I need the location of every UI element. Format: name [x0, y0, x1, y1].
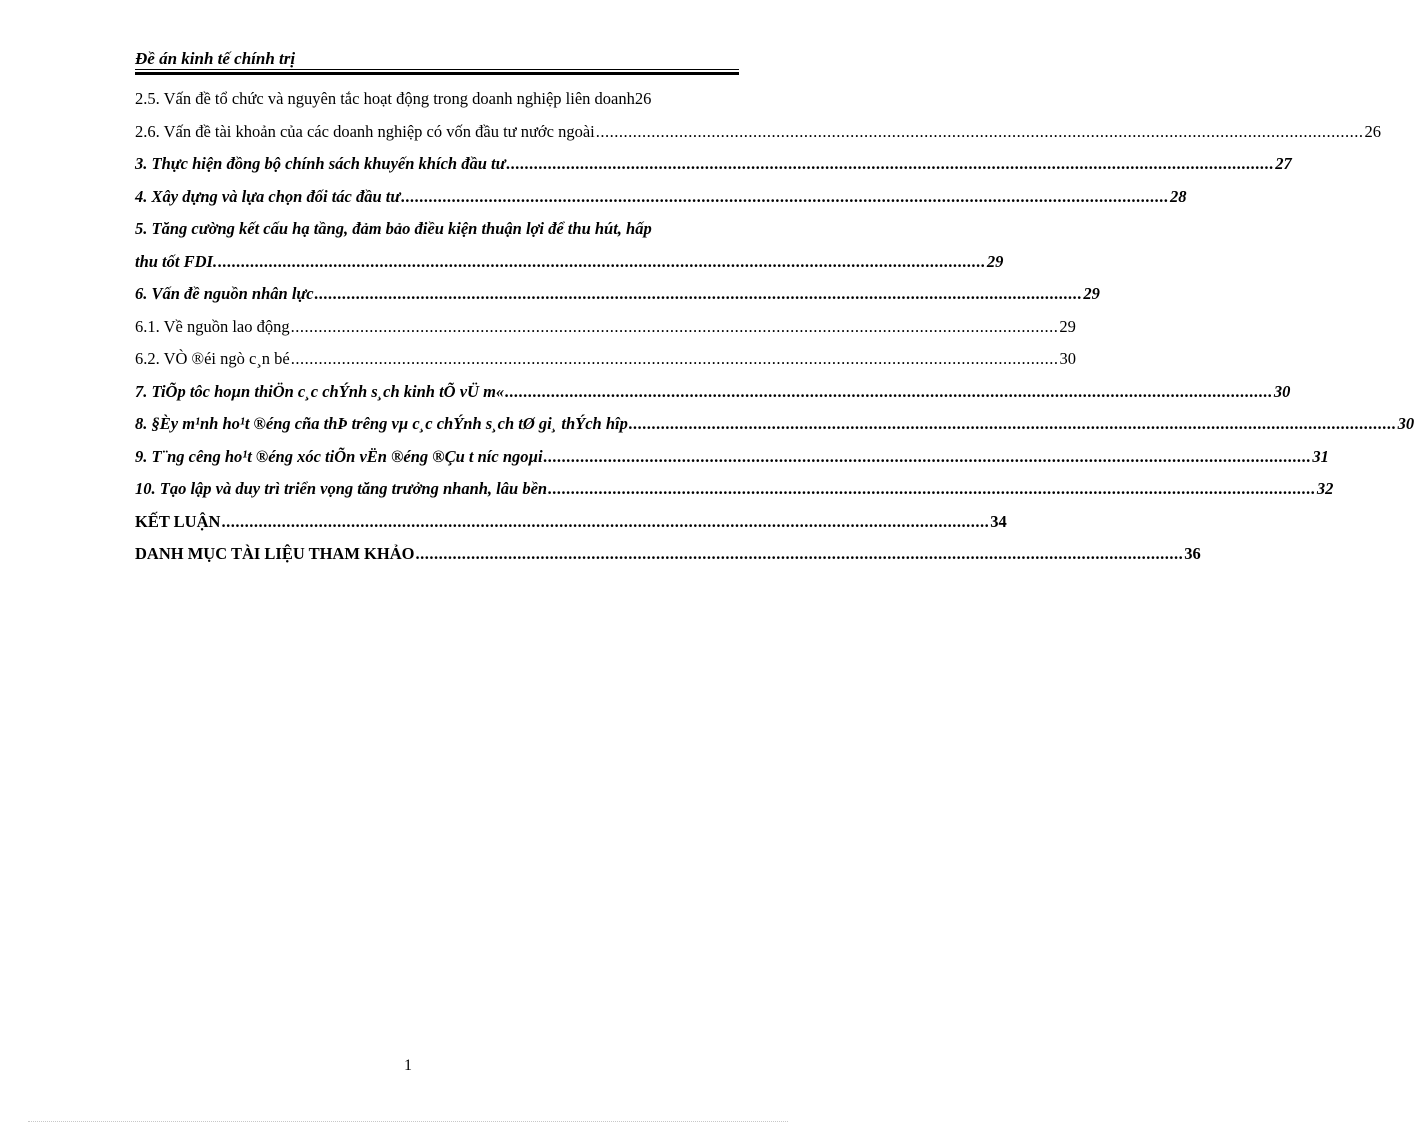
toc-entry-page: 29	[1059, 316, 1076, 336]
toc-entry-6[interactable]	[135, 284, 1100, 317]
toc-entry-references[interactable]	[135, 544, 1201, 577]
toc-entry-label: KẾT LUẬN	[135, 511, 221, 531]
toc-entry-label-continuation: thu tốt FDI.	[135, 251, 218, 271]
toc-entry-page: 29	[1083, 284, 1100, 303]
toc-entry-label: 3. Thực hiện đồng bộ chính sách khuyến khích đầu tư	[135, 154, 506, 173]
toc-entry-label: 2.5. Vấn đề tổ chức và nguyên tắc hoạt động trong doanh nghiệp liên doanh	[135, 89, 635, 108]
toc-entry-label: 7. TiÕp tôc hoµn thiÖn c¸c chÝnh s¸ch kinh tÕ vÜ m«	[135, 381, 505, 401]
toc-dot-leader: ......................................................................................................................................................................	[314, 284, 1083, 303]
header-rule-thick	[135, 72, 739, 75]
toc-dot-leader: ......................................................................................................................................................................	[290, 349, 1059, 368]
toc-entry-label: 6. Vấn đề nguồn nhân lực	[135, 284, 314, 303]
toc-entry-8[interactable]	[135, 414, 1414, 447]
toc-entry-page: 30	[1397, 414, 1414, 433]
toc-dot-leader: ......................................................................................................................................................................	[543, 446, 1312, 466]
toc-entry-label: 2.6. Vấn đề tài khoản của các doanh nghiệp có vốn đầu tư nước ngoài	[135, 121, 595, 141]
toc-entry-page: 28	[1170, 186, 1187, 206]
toc-dot-leader: ......................................................................................................................................................................	[401, 186, 1169, 206]
toc-dot-leader: ......................................................................................................................................................................	[628, 414, 1397, 433]
table-of-contents	[135, 89, 1414, 577]
toc-entry-page: 29	[986, 251, 1004, 271]
toc-entry-label: DANH MỤC TÀI LIỆU THAM KHẢO	[135, 544, 415, 563]
toc-entry-page: 32	[1316, 479, 1334, 498]
toc-entry-label: 6.2. VÒ ®éi ngò c¸n bé	[135, 349, 290, 368]
toc-dot-leader: ......................................................................................................................................................................	[415, 544, 1184, 563]
toc-entry-4[interactable]	[135, 186, 1187, 220]
header-title: Đề án kinh tế chính trị	[135, 49, 296, 68]
toc-dot-leader: ......................................................................................................................................................................	[506, 154, 1275, 173]
toc-entry-label: 10. Tạo lập và duy trì triển vọng tăng trưởng nhanh, lâu bền	[135, 479, 548, 498]
toc-entry-page: 34	[990, 511, 1007, 531]
toc-entry-page: 30	[1273, 381, 1291, 401]
toc-entry-page: 26	[1364, 121, 1382, 141]
toc-dot-leader: ......................................................................................................................................................................	[290, 316, 1059, 336]
toc-entry-label: 6.1. Về nguồn lao động	[135, 316, 290, 336]
toc-dot-leader: ......................................................................................................................................................................	[221, 511, 990, 531]
toc-entry-page: 27	[1275, 154, 1292, 173]
toc-entry-page: 26	[634, 89, 652, 108]
toc-entry-6-1[interactable]	[135, 316, 1076, 350]
toc-entry-page: 36	[1184, 544, 1201, 563]
toc-dot-leader: ......................................................................................................................................................................	[595, 121, 1364, 141]
toc-entry-label: 9. T¨ng cêng ho¹t ®éng xóc tiÕn vËn ®éng ®Çu t níc ngoµi	[135, 446, 543, 466]
page-bottom-border	[28, 1121, 788, 1122]
toc-entry-label: 8. §Èy m¹nh ho¹t ®éng cña thÞ trêng vµ c¸c chÝnh s¸ch tØ gi¸ thÝch hîp	[135, 414, 628, 433]
toc-entry-5[interactable]	[135, 219, 739, 252]
page-number: 1	[404, 1057, 412, 1074]
toc-entry-7[interactable]	[135, 381, 1291, 415]
toc-entry-3[interactable]	[135, 154, 1292, 187]
toc-entry-5-continuation[interactable]	[135, 251, 1004, 285]
toc-entry-ket-luan[interactable]	[135, 511, 1007, 545]
toc-dot-leader: ......................................................................................................................................................................	[218, 251, 986, 271]
toc-dot-leader: ......................................................................................................................................................................	[505, 381, 1273, 401]
toc-entry-10[interactable]	[135, 479, 1334, 512]
toc-entry-label: 4. Xây dựng và lựa chọn đối tác đầu tư	[135, 186, 401, 206]
toc-entry-label: 5. Tăng cường kết cấu hạ tầng, đảm bảo điều kiện thuận lợi để thu hút, hấp	[135, 219, 652, 238]
toc-entry-6-2[interactable]	[135, 349, 1076, 382]
toc-entry-page: 31	[1312, 446, 1329, 466]
toc-entry-2-6[interactable]	[135, 121, 1382, 155]
header-rule-thin	[135, 69, 739, 70]
toc-entry-2-5[interactable]	[135, 89, 739, 122]
toc-dot-leader: ......................................................................................................................................................................	[548, 479, 1316, 498]
toc-entry-page: 30	[1059, 349, 1076, 368]
toc-entry-9[interactable]	[135, 446, 1329, 480]
